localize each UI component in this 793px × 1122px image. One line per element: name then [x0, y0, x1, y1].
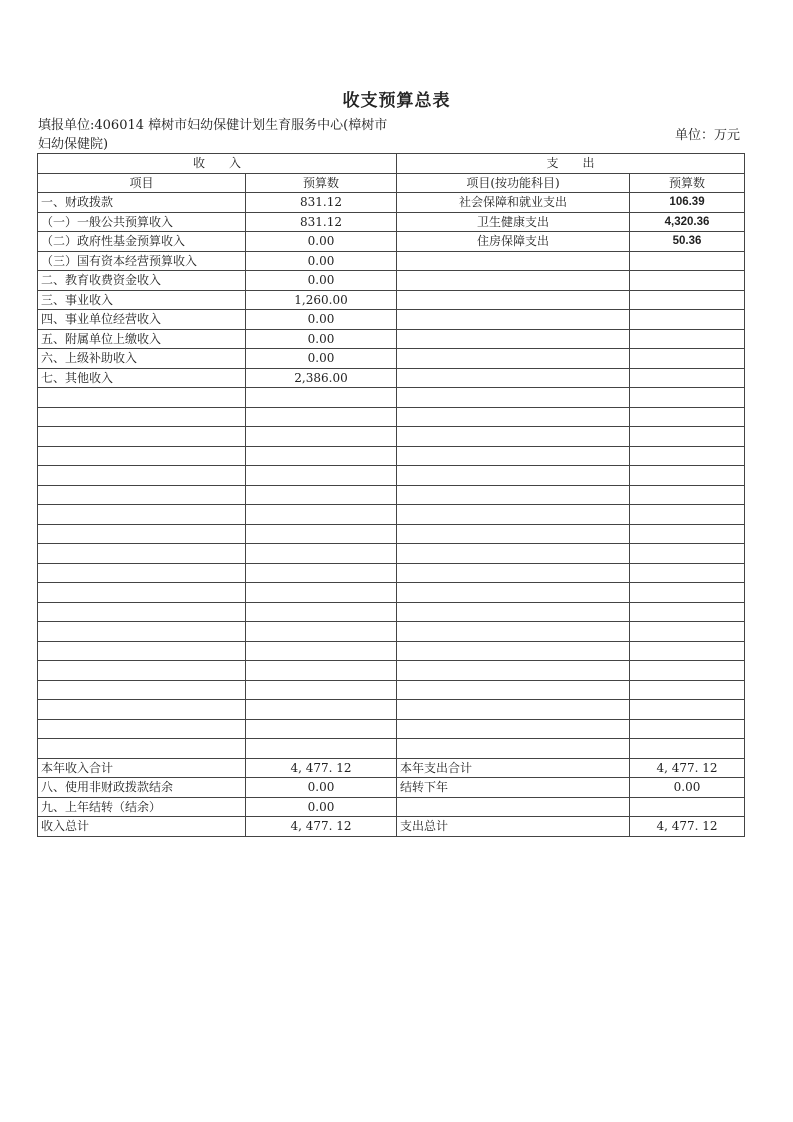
empty-cell	[397, 271, 630, 291]
empty-cell	[397, 622, 630, 642]
empty-cell	[630, 544, 745, 564]
empty-cell	[630, 641, 745, 661]
empty-cell	[246, 563, 397, 583]
prev-carry-label: 九、上年结转（结余）	[38, 797, 246, 817]
empty-cell	[246, 680, 397, 700]
income-total-label: 本年收入合计	[38, 758, 246, 778]
empty-cell	[630, 329, 745, 349]
table-row	[38, 797, 745, 817]
table-row	[38, 602, 745, 622]
empty-cell	[246, 505, 397, 525]
empty-cell	[397, 505, 630, 525]
col-header-func-item: 项目(按功能科目)	[397, 173, 630, 193]
empty-cell	[246, 700, 397, 720]
empty-cell	[38, 524, 246, 544]
table-row	[38, 368, 745, 388]
nonfiscal-label: 八、使用非财政拨款结余	[38, 778, 246, 798]
empty-cell	[246, 622, 397, 642]
prev-carry-value: 0.00	[246, 797, 397, 817]
expense-item-cell: 住房保障支出	[397, 232, 630, 252]
income-value-cell: 831.12	[246, 193, 397, 213]
nonfiscal-value: 0.00	[246, 778, 397, 798]
table-row	[38, 661, 745, 681]
table-row	[38, 310, 745, 330]
income-value-cell: 0.00	[246, 251, 397, 271]
empty-cell	[397, 446, 630, 466]
income-item-cell: 六、上级补助收入	[38, 349, 246, 369]
table-row	[38, 193, 745, 213]
empty-cell	[38, 563, 246, 583]
empty-cell	[630, 739, 745, 759]
empty-cell	[38, 661, 246, 681]
income-value-cell: 0.00	[246, 349, 397, 369]
expense-total-value: 4, 477. 12	[630, 758, 745, 778]
empty-cell	[246, 661, 397, 681]
income-item-cell: 二、教育收费资金收入	[38, 271, 246, 291]
empty-cell	[397, 583, 630, 603]
empty-cell	[38, 544, 246, 564]
income-value-cell: 0.00	[246, 329, 397, 349]
empty-cell	[630, 388, 745, 408]
empty-cell	[630, 310, 745, 330]
page-title: 收支预算总表	[342, 91, 451, 111]
table-row	[38, 349, 745, 369]
empty-cell	[38, 739, 246, 759]
empty-cell	[397, 329, 630, 349]
carry-next-value: 0.00	[630, 778, 745, 798]
empty-cell	[630, 505, 745, 525]
empty-cell	[246, 466, 397, 486]
empty-cell	[38, 505, 246, 525]
empty-cell	[38, 427, 246, 447]
empty-cell	[397, 563, 630, 583]
empty-cell	[630, 290, 745, 310]
expense-item-cell: 卫生健康支出	[397, 212, 630, 232]
col-header-budget: 预算数	[246, 173, 397, 193]
table-row	[38, 388, 745, 408]
table-row	[38, 583, 745, 603]
table-row	[38, 739, 745, 759]
grand-income-value: 4, 477. 12	[246, 817, 397, 837]
empty-cell	[630, 349, 745, 369]
table-row	[38, 563, 745, 583]
empty-cell	[397, 661, 630, 681]
budget-table	[37, 153, 745, 837]
income-item-cell: 一、财政拨款	[38, 193, 246, 213]
col-header-budget2: 预算数	[630, 173, 745, 193]
table-row	[38, 758, 745, 778]
empty-cell	[246, 388, 397, 408]
income-item-cell: 五、附属单位上缴收入	[38, 329, 246, 349]
table-row	[38, 212, 745, 232]
empty-cell	[246, 446, 397, 466]
empty-cell	[630, 427, 745, 447]
income-item-cell: （一）一般公共预算收入	[38, 212, 246, 232]
empty-cell	[397, 290, 630, 310]
income-value-cell: 0.00	[246, 232, 397, 252]
empty-cell	[397, 524, 630, 544]
income-value-cell: 0.00	[246, 271, 397, 291]
empty-cell	[630, 797, 745, 817]
empty-cell	[630, 485, 745, 505]
table-row	[38, 427, 745, 447]
empty-cell	[630, 602, 745, 622]
empty-cell	[397, 310, 630, 330]
empty-cell	[630, 700, 745, 720]
empty-cell	[630, 466, 745, 486]
reporting-unit: 填报单位:406014 樟树市妇幼保健计划生育服务中心(樟树市妇幼保健院)	[38, 118, 388, 152]
currency-unit: 单位：万元	[675, 128, 741, 143]
income-value-cell: 1,260.00	[246, 290, 397, 310]
empty-cell	[38, 622, 246, 642]
table-row	[38, 817, 745, 837]
grand-income-label: 收入总计	[38, 817, 246, 837]
expense-total-label: 本年支出合计	[397, 758, 630, 778]
table-row	[38, 719, 745, 739]
table-row	[38, 700, 745, 720]
table-row	[38, 290, 745, 310]
empty-cell	[630, 524, 745, 544]
table-row	[38, 544, 745, 564]
empty-cell	[397, 797, 630, 817]
empty-cell	[630, 680, 745, 700]
expense-item-cell: 社会保障和就业支出	[397, 193, 630, 213]
empty-cell	[38, 602, 246, 622]
empty-cell	[397, 641, 630, 661]
expense-section-header: 支 出	[397, 154, 745, 174]
empty-cell	[246, 485, 397, 505]
empty-cell	[38, 583, 246, 603]
column-header-row	[38, 173, 745, 193]
empty-cell	[246, 602, 397, 622]
empty-cell	[246, 544, 397, 564]
empty-cell	[246, 739, 397, 759]
income-item-cell: 七、其他收入	[38, 368, 246, 388]
empty-cell	[630, 446, 745, 466]
empty-cell	[630, 583, 745, 603]
table-row	[38, 329, 745, 349]
empty-cell	[630, 661, 745, 681]
income-item-cell: 四、事业单位经营收入	[38, 310, 246, 330]
table-row	[38, 680, 745, 700]
empty-cell	[397, 388, 630, 408]
table-row	[38, 232, 745, 252]
empty-cell	[397, 719, 630, 739]
income-section-header: 收 入	[38, 154, 397, 174]
empty-cell	[38, 641, 246, 661]
table-row	[38, 622, 745, 642]
empty-cell	[246, 524, 397, 544]
empty-cell	[38, 680, 246, 700]
empty-cell	[246, 719, 397, 739]
grand-expense-label: 支出总计	[397, 817, 630, 837]
table-row	[38, 407, 745, 427]
empty-cell	[630, 368, 745, 388]
empty-cell	[246, 641, 397, 661]
empty-cell	[246, 427, 397, 447]
table-row	[38, 485, 745, 505]
table-row	[38, 251, 745, 271]
income-value-cell: 0.00	[246, 310, 397, 330]
empty-cell	[630, 407, 745, 427]
empty-cell	[397, 427, 630, 447]
section-header-row	[38, 154, 745, 174]
empty-cell	[38, 466, 246, 486]
grand-expense-value: 4, 477. 12	[630, 817, 745, 837]
table-row	[38, 271, 745, 291]
expense-value-cell: 50.36	[630, 232, 745, 252]
empty-cell	[397, 251, 630, 271]
table-row	[38, 505, 745, 525]
table-row	[38, 524, 745, 544]
income-total-value: 4, 477. 12	[246, 758, 397, 778]
empty-cell	[397, 602, 630, 622]
empty-cell	[38, 719, 246, 739]
empty-cell	[630, 251, 745, 271]
empty-cell	[397, 349, 630, 369]
empty-cell	[38, 446, 246, 466]
carry-next-label: 结转下年	[397, 778, 630, 798]
empty-cell	[397, 680, 630, 700]
table-row	[38, 446, 745, 466]
income-value-cell: 2,386.00	[246, 368, 397, 388]
expense-value-cell: 106.39	[630, 193, 745, 213]
expense-value-cell: 4,320.36	[630, 212, 745, 232]
empty-cell	[397, 407, 630, 427]
empty-cell	[397, 368, 630, 388]
empty-cell	[630, 563, 745, 583]
empty-cell	[38, 407, 246, 427]
table-row	[38, 466, 745, 486]
empty-cell	[38, 700, 246, 720]
empty-cell	[397, 485, 630, 505]
empty-cell	[38, 485, 246, 505]
empty-cell	[397, 739, 630, 759]
income-value-cell: 831.12	[246, 212, 397, 232]
table-row	[38, 641, 745, 661]
table-row	[38, 778, 745, 798]
empty-cell	[38, 388, 246, 408]
empty-cell	[630, 719, 745, 739]
empty-cell	[246, 583, 397, 603]
income-item-cell: （三）国有资本经营预算收入	[38, 251, 246, 271]
income-item-cell: 三、事业收入	[38, 290, 246, 310]
empty-cell	[246, 407, 397, 427]
empty-cell	[630, 271, 745, 291]
empty-cell	[630, 622, 745, 642]
col-header-item: 项目	[38, 173, 246, 193]
income-item-cell: （二）政府性基金预算收入	[38, 232, 246, 252]
empty-cell	[397, 700, 630, 720]
empty-cell	[397, 544, 630, 564]
empty-cell	[397, 466, 630, 486]
